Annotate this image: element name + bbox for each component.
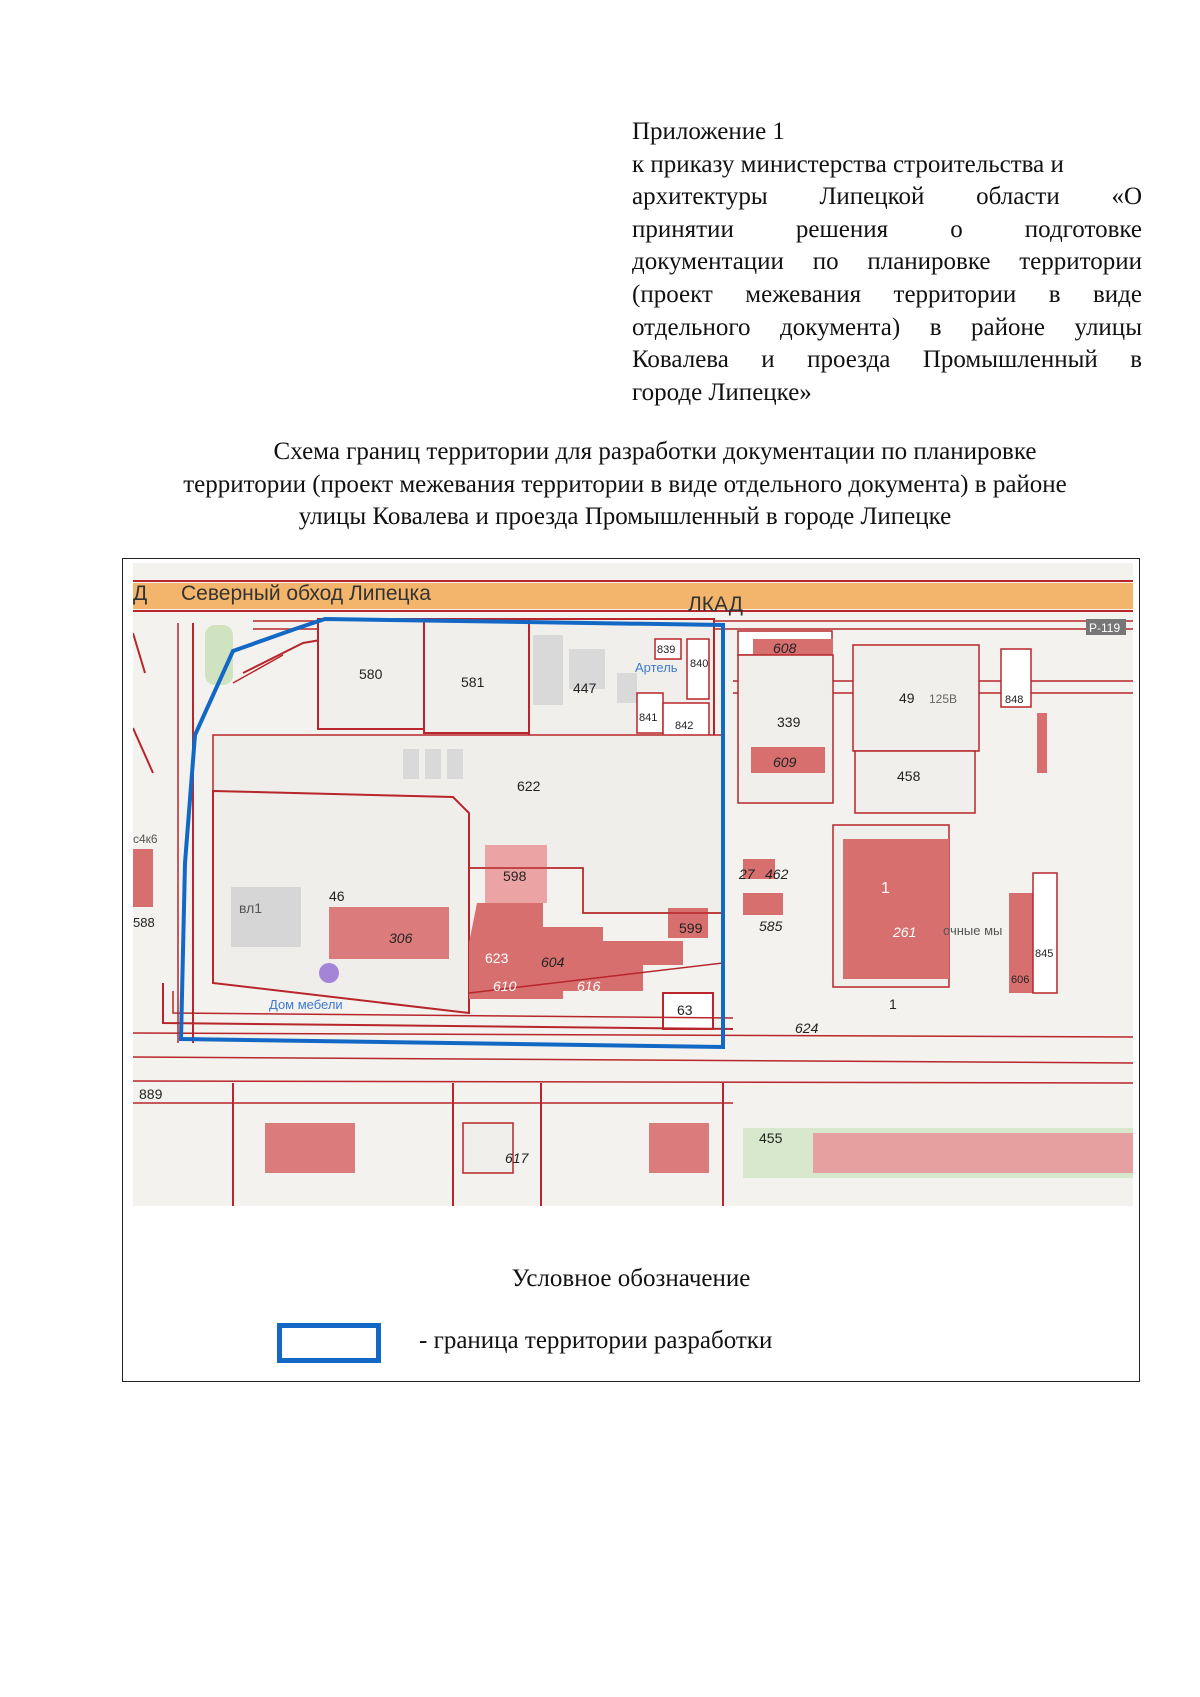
green-area bbox=[205, 625, 233, 685]
parcel-label: 606 bbox=[1011, 974, 1030, 986]
poi-label: очные мы bbox=[943, 923, 1003, 938]
parcel-49 bbox=[853, 645, 979, 751]
parcel-label: 27 bbox=[739, 866, 755, 882]
parcel-label: 889 bbox=[139, 1086, 163, 1102]
parcel-845 bbox=[1033, 873, 1057, 993]
building-261 bbox=[843, 839, 949, 979]
appendix-line: (проект межевания территории в виде bbox=[632, 280, 1142, 308]
title-line: Схема границ территории для разработки документации по планировке bbox=[273, 438, 1037, 465]
parcel-label: 608 bbox=[773, 640, 797, 656]
road-label-main: Северный обход Липецка bbox=[181, 582, 431, 605]
parcel-label: 598 bbox=[503, 868, 527, 884]
road-label-lkad: ЛКАД bbox=[688, 593, 743, 616]
parcel-label: 455 bbox=[759, 1130, 783, 1146]
title-line: улицы Ковалева и проезда Промышленный в городе Липецке bbox=[298, 503, 952, 530]
legend-boundary-swatch bbox=[277, 1323, 381, 1363]
parcel-label: 588 bbox=[133, 915, 155, 930]
legend-title: Условное обозначение bbox=[511, 1265, 751, 1292]
map-svg bbox=[133, 563, 1133, 1206]
parcel-label: 1 bbox=[881, 880, 890, 897]
appendix-line: принятии решения о подготовке bbox=[632, 215, 1142, 243]
parcel-label: 261 bbox=[893, 924, 917, 940]
building-588 bbox=[133, 849, 153, 907]
parcel-label: 604 bbox=[541, 954, 565, 970]
parcel-label: 462 bbox=[765, 866, 789, 882]
appendix-line: городе Липецке» bbox=[632, 378, 812, 406]
parcel-label: 581 bbox=[461, 674, 485, 690]
parcel-label: вл1 bbox=[239, 900, 263, 916]
parcel-label: 842 bbox=[675, 720, 694, 732]
parcel-label: 840 bbox=[690, 658, 709, 670]
parcel-label: 622 bbox=[517, 778, 541, 794]
parcel-label: 458 bbox=[897, 768, 921, 784]
appendix-line: отдельного документа) в районе улицы bbox=[632, 313, 1142, 341]
cadastral-map bbox=[133, 563, 1133, 1206]
parcel-label: 624 bbox=[795, 1020, 819, 1036]
legend-boundary-label: - граница территории разработки bbox=[419, 1327, 773, 1354]
appendix-line: архитектуры Липецкой области «О bbox=[632, 183, 1142, 211]
parcel-label: 609 bbox=[773, 754, 797, 770]
road-label-left: Д bbox=[133, 582, 148, 605]
parcel-label: 49 bbox=[899, 690, 915, 706]
title-line: территории (проект межевания территории в виде отдельного документа) в районе bbox=[183, 470, 1067, 498]
road-badge: Р-119 bbox=[1089, 621, 1121, 635]
parcel-label: 623 bbox=[485, 950, 509, 966]
parcel-label: 839 bbox=[657, 644, 676, 656]
parcel-label: 616 bbox=[577, 978, 601, 994]
appendix-header bbox=[632, 116, 1142, 409]
parcel-label: 339 bbox=[777, 714, 801, 730]
parcel-label: 447 bbox=[573, 680, 597, 696]
parcel-label: 46 bbox=[329, 888, 345, 904]
map-frame bbox=[122, 558, 1140, 1382]
appendix-line: к приказу министерства строительства и bbox=[632, 150, 1064, 178]
scheme-title bbox=[100, 436, 1150, 534]
parcel-label: 63 bbox=[677, 1002, 693, 1018]
appendix-line: Ковалева и проезда Промышленный в bbox=[632, 346, 1142, 374]
parcel-label: 610 bbox=[493, 978, 517, 994]
parcel-label: 841 bbox=[639, 712, 658, 724]
parcel-label: 125В bbox=[929, 692, 958, 706]
appendix-line: Приложение 1 bbox=[632, 118, 785, 145]
poi-label: Дом мебели bbox=[269, 997, 343, 1012]
appendix-line: документации по планировке территории bbox=[632, 248, 1142, 276]
building-585 bbox=[743, 893, 783, 915]
parcel-label: 306 bbox=[389, 930, 413, 946]
parcel-label: с4к6 bbox=[133, 832, 158, 846]
parcel-label: 585 bbox=[759, 918, 783, 934]
parcel-label: 599 bbox=[679, 920, 703, 936]
poi-label: Артель bbox=[635, 660, 678, 675]
parcel-label: 617 bbox=[505, 1150, 529, 1166]
parcel-label: 845 bbox=[1035, 948, 1054, 960]
parcel-label: 1 bbox=[889, 996, 897, 1012]
parcel-label: 848 bbox=[1005, 694, 1024, 706]
parcel-label: 580 bbox=[359, 666, 383, 682]
